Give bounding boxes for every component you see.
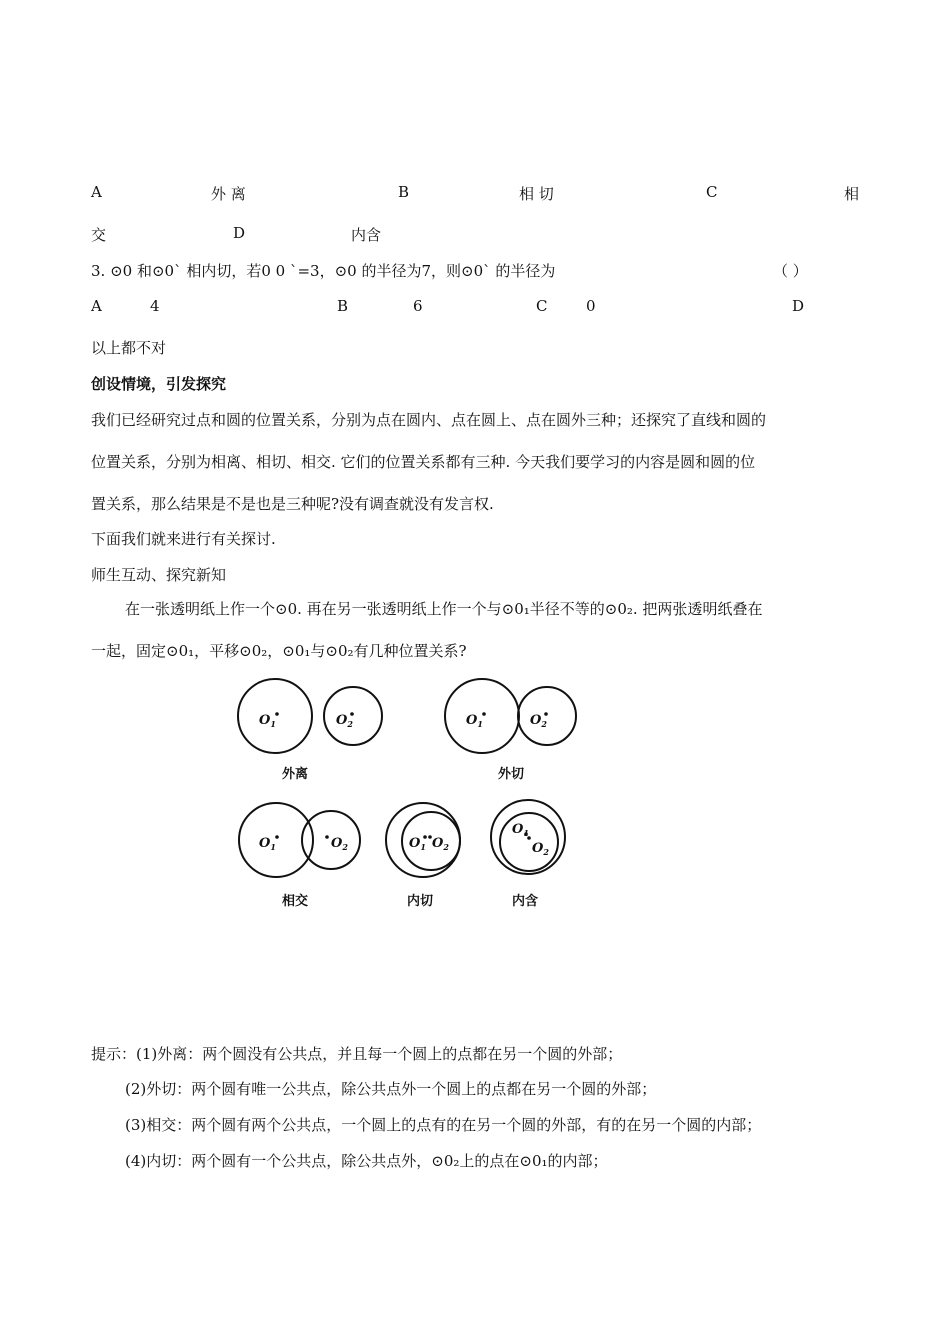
caption-internal-tangent: 内切 <box>407 894 434 909</box>
center-point <box>275 835 279 839</box>
q2-option-d-letter: D <box>233 224 246 242</box>
caption-external-tangent: 外切 <box>498 767 525 782</box>
q2-option-a-letter: A <box>91 183 102 201</box>
q3-option-a-letter: A <box>91 297 102 315</box>
q3-stem: 3. ⊙0 和⊙0` 相内切，若0 0 `=3，⊙0 的半径为7，则⊙0` 的半径为 <box>91 262 556 280</box>
center-point <box>423 835 427 839</box>
paragraph-line: 我们已经研究过点和圆的位置关系，分别为点在圆内、点在圆上、点在圆外三种；还探究了直线和圆的 <box>91 411 767 429</box>
q2-option-b-text: 相 切 <box>519 185 554 203</box>
center-point <box>275 712 279 716</box>
q3-option-c-letter: C <box>536 297 548 315</box>
label-o1: $O_1$ <box>259 713 276 729</box>
paragraph-line: 下面我们就来进行有关探讨. <box>91 530 276 548</box>
section-heading-scenario: 创设情境，引发探究 <box>91 375 227 393</box>
q3-answer-bracket: （ ） <box>773 262 808 280</box>
q3-option-d-text: 以上都不对 <box>91 339 167 357</box>
center-point <box>544 712 548 716</box>
hint-line-4: (4)内切：两个圆有一个公共点，除公共点外，⊙0₂上的点在⊙0₁的内部； <box>125 1152 608 1170</box>
label-o1: $O_1$ <box>466 713 483 729</box>
label-o2: $O_2$ <box>331 836 348 852</box>
paragraph-line: 在一张透明纸上作一个⊙0. 再在另一张透明纸上作一个与⊙0₁半径不等的⊙0₂. 把两张透明纸叠在 <box>125 600 763 618</box>
q2-option-a-text: 外 离 <box>211 185 246 203</box>
q2-option-c-letter: C <box>706 183 718 201</box>
label-o2: $O_2$ <box>432 836 449 852</box>
paragraph-line: 位置关系，分别为相离、相切、相交. 它们的位置关系都有三种. 今天我们要学习的内容是圆和圆的位 <box>91 453 756 471</box>
circle-o1 <box>238 679 312 753</box>
q3-option-a-value: 4 <box>150 297 160 315</box>
q2-option-c-text: 相 <box>844 185 860 203</box>
q2-option-d-text: 内含 <box>351 226 382 244</box>
label-o2: $O_2$ <box>530 713 547 729</box>
circle-o2 <box>518 687 576 745</box>
center-point <box>482 712 486 716</box>
circle-o2 <box>500 813 558 871</box>
center-point <box>350 712 354 716</box>
caption-intersect: 相交 <box>282 894 309 909</box>
center-point <box>325 835 329 839</box>
section-heading-interaction: 师生互动、探究新知 <box>91 566 227 584</box>
caption-contain: 内含 <box>512 894 539 909</box>
q2-option-c-text-cont: 交 <box>91 226 107 244</box>
q3-option-b-value: 6 <box>413 297 423 315</box>
paragraph-line: 置关系，那么结果是不是也是三种呢?没有调查就没有发言权. <box>91 495 494 513</box>
q3-option-c-value: 0 <box>586 297 596 315</box>
label-o2: $O_2$ <box>532 841 549 857</box>
circle-o1 <box>445 679 519 753</box>
caption-external-separate: 外离 <box>282 767 309 782</box>
circle-o2 <box>324 687 382 745</box>
label-o1: $O_1$ <box>512 822 529 838</box>
hint-line-1: 提示：(1)外离：两个圆没有公共点，并且每一个圆上的点都在另一个圆的外部； <box>91 1045 623 1063</box>
label-o1: $O_1$ <box>259 836 276 852</box>
hint-line-2: (2)外切：两个圆有唯一公共点，除公共点外一个圆上的点都在另一个圆的外部； <box>125 1080 657 1098</box>
q2-option-b-letter: B <box>398 183 410 201</box>
label-o1: $O_1$ <box>409 836 426 852</box>
q3-option-b-letter: B <box>337 297 349 315</box>
hint-line-3: (3)相交：两个圆有两个公共点，一个圆上的点有的在另一个圆的外部，有的在另一个圆的内部； <box>125 1116 762 1134</box>
label-o2: $O_2$ <box>336 713 353 729</box>
q3-option-d-letter: D <box>792 297 805 315</box>
paragraph-line: 一起，固定⊙0₁，平移⊙0₂，⊙0₁与⊙0₂有几种位置关系? <box>91 642 467 660</box>
